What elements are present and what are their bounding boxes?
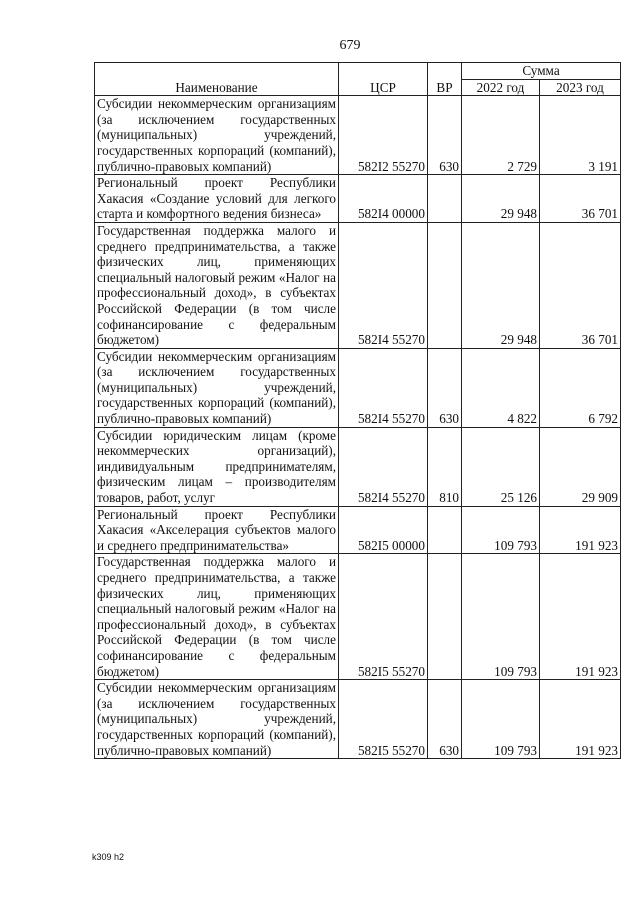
row-amount-2023: 29 909 bbox=[540, 427, 621, 506]
row-amount-2022: 29 948 bbox=[462, 222, 540, 348]
row-csr: 582I4 55270 bbox=[339, 427, 428, 506]
table-row bbox=[95, 554, 621, 680]
table-row bbox=[95, 222, 621, 348]
header-csr: ЦСР bbox=[339, 63, 428, 96]
table-row bbox=[95, 506, 621, 554]
row-amount-2023: 6 792 bbox=[540, 348, 621, 427]
page-number: 679 bbox=[339, 38, 361, 53]
row-amount-2022: 109 793 bbox=[462, 554, 540, 680]
table-row bbox=[95, 680, 621, 759]
row-name: Субсидии некоммерческим организациям (за исключением государственных (муниципальных) учреждений, государственных корпораций (компаний), публично-правовых компаний) bbox=[95, 680, 339, 759]
row-csr: 582I5 00000 bbox=[339, 506, 428, 554]
row-csr: 582I5 55270 bbox=[339, 680, 428, 759]
row-amount-2023: 191 923 bbox=[540, 680, 621, 759]
row-name: Субсидии некоммерческим организациям (за исключением государственных (муниципальных) учреждений, государственных корпораций (компаний), публично-правовых компаний) bbox=[95, 96, 339, 175]
row-amount-2022: 109 793 bbox=[462, 506, 540, 554]
row-vr: 810 bbox=[428, 427, 462, 506]
row-amount-2022: 2 729 bbox=[462, 96, 540, 175]
row-amount-2023: 3 191 bbox=[540, 96, 621, 175]
row-vr: 630 bbox=[428, 680, 462, 759]
row-vr bbox=[428, 175, 462, 223]
table-row bbox=[95, 427, 621, 506]
header-name: Наименование bbox=[95, 63, 339, 96]
table-row bbox=[95, 175, 621, 223]
row-name: Государственная поддержка малого и среднего предпринимательства, а также физических лиц, применяющих специальный налоговый режим «Налог на профессиональный доход», в субъектах Российской Федерации (в том числе софинансирование с федеральным бюджетом) bbox=[95, 222, 339, 348]
header-sum: Сумма bbox=[462, 63, 621, 80]
row-csr: 582I4 55270 bbox=[339, 222, 428, 348]
row-csr: 582I5 55270 bbox=[339, 554, 428, 680]
budget-table bbox=[94, 62, 621, 759]
row-vr: 630 bbox=[428, 96, 462, 175]
table-row bbox=[95, 96, 621, 175]
table-row bbox=[95, 348, 621, 427]
footer-code: k309 h2 bbox=[92, 852, 125, 862]
row-name: Субсидии юридическим лицам (кроме некоммерческих организаций), индивидуальным предпринимателям, физическим лицам – производителям товаров, работ, услуг bbox=[95, 427, 339, 506]
row-vr bbox=[428, 222, 462, 348]
row-csr: 582I4 00000 bbox=[339, 175, 428, 223]
row-amount-2023: 191 923 bbox=[540, 506, 621, 554]
row-amount-2023: 36 701 bbox=[540, 175, 621, 223]
row-amount-2023: 191 923 bbox=[540, 554, 621, 680]
row-csr: 582I2 55270 bbox=[339, 96, 428, 175]
row-amount-2022: 4 822 bbox=[462, 348, 540, 427]
row-csr: 582I4 55270 bbox=[339, 348, 428, 427]
row-amount-2022: 29 948 bbox=[462, 175, 540, 223]
row-amount-2022: 25 126 bbox=[462, 427, 540, 506]
row-name: Региональный проект Республики Хакасия «Создание условий для легкого старта и комфортного ведения бизнеса» bbox=[95, 175, 339, 223]
header-vr: ВР bbox=[428, 63, 462, 96]
row-name: Региональный проект Республики Хакасия «Акселерация субъектов малого и среднего предпринимательства» bbox=[95, 506, 339, 554]
row-name: Государственная поддержка малого и среднего предпринимательства, а также физических лиц, применяющих специальный налоговый режим «Налог на профессиональный доход», в субъектах Российской Федерации (в том числе софинансирование с федеральным бюджетом) bbox=[95, 554, 339, 680]
header-year-2023: 2023 год bbox=[540, 79, 621, 96]
row-name: Субсидии некоммерческим организациям (за исключением государственных (муниципальных) учреждений, государственных корпораций (компаний), публично-правовых компаний) bbox=[95, 348, 339, 427]
row-vr: 630 bbox=[428, 348, 462, 427]
row-vr bbox=[428, 506, 462, 554]
row-amount-2022: 109 793 bbox=[462, 680, 540, 759]
row-amount-2023: 36 701 bbox=[540, 222, 621, 348]
header-year-2022: 2022 год bbox=[462, 79, 540, 96]
row-vr bbox=[428, 554, 462, 680]
